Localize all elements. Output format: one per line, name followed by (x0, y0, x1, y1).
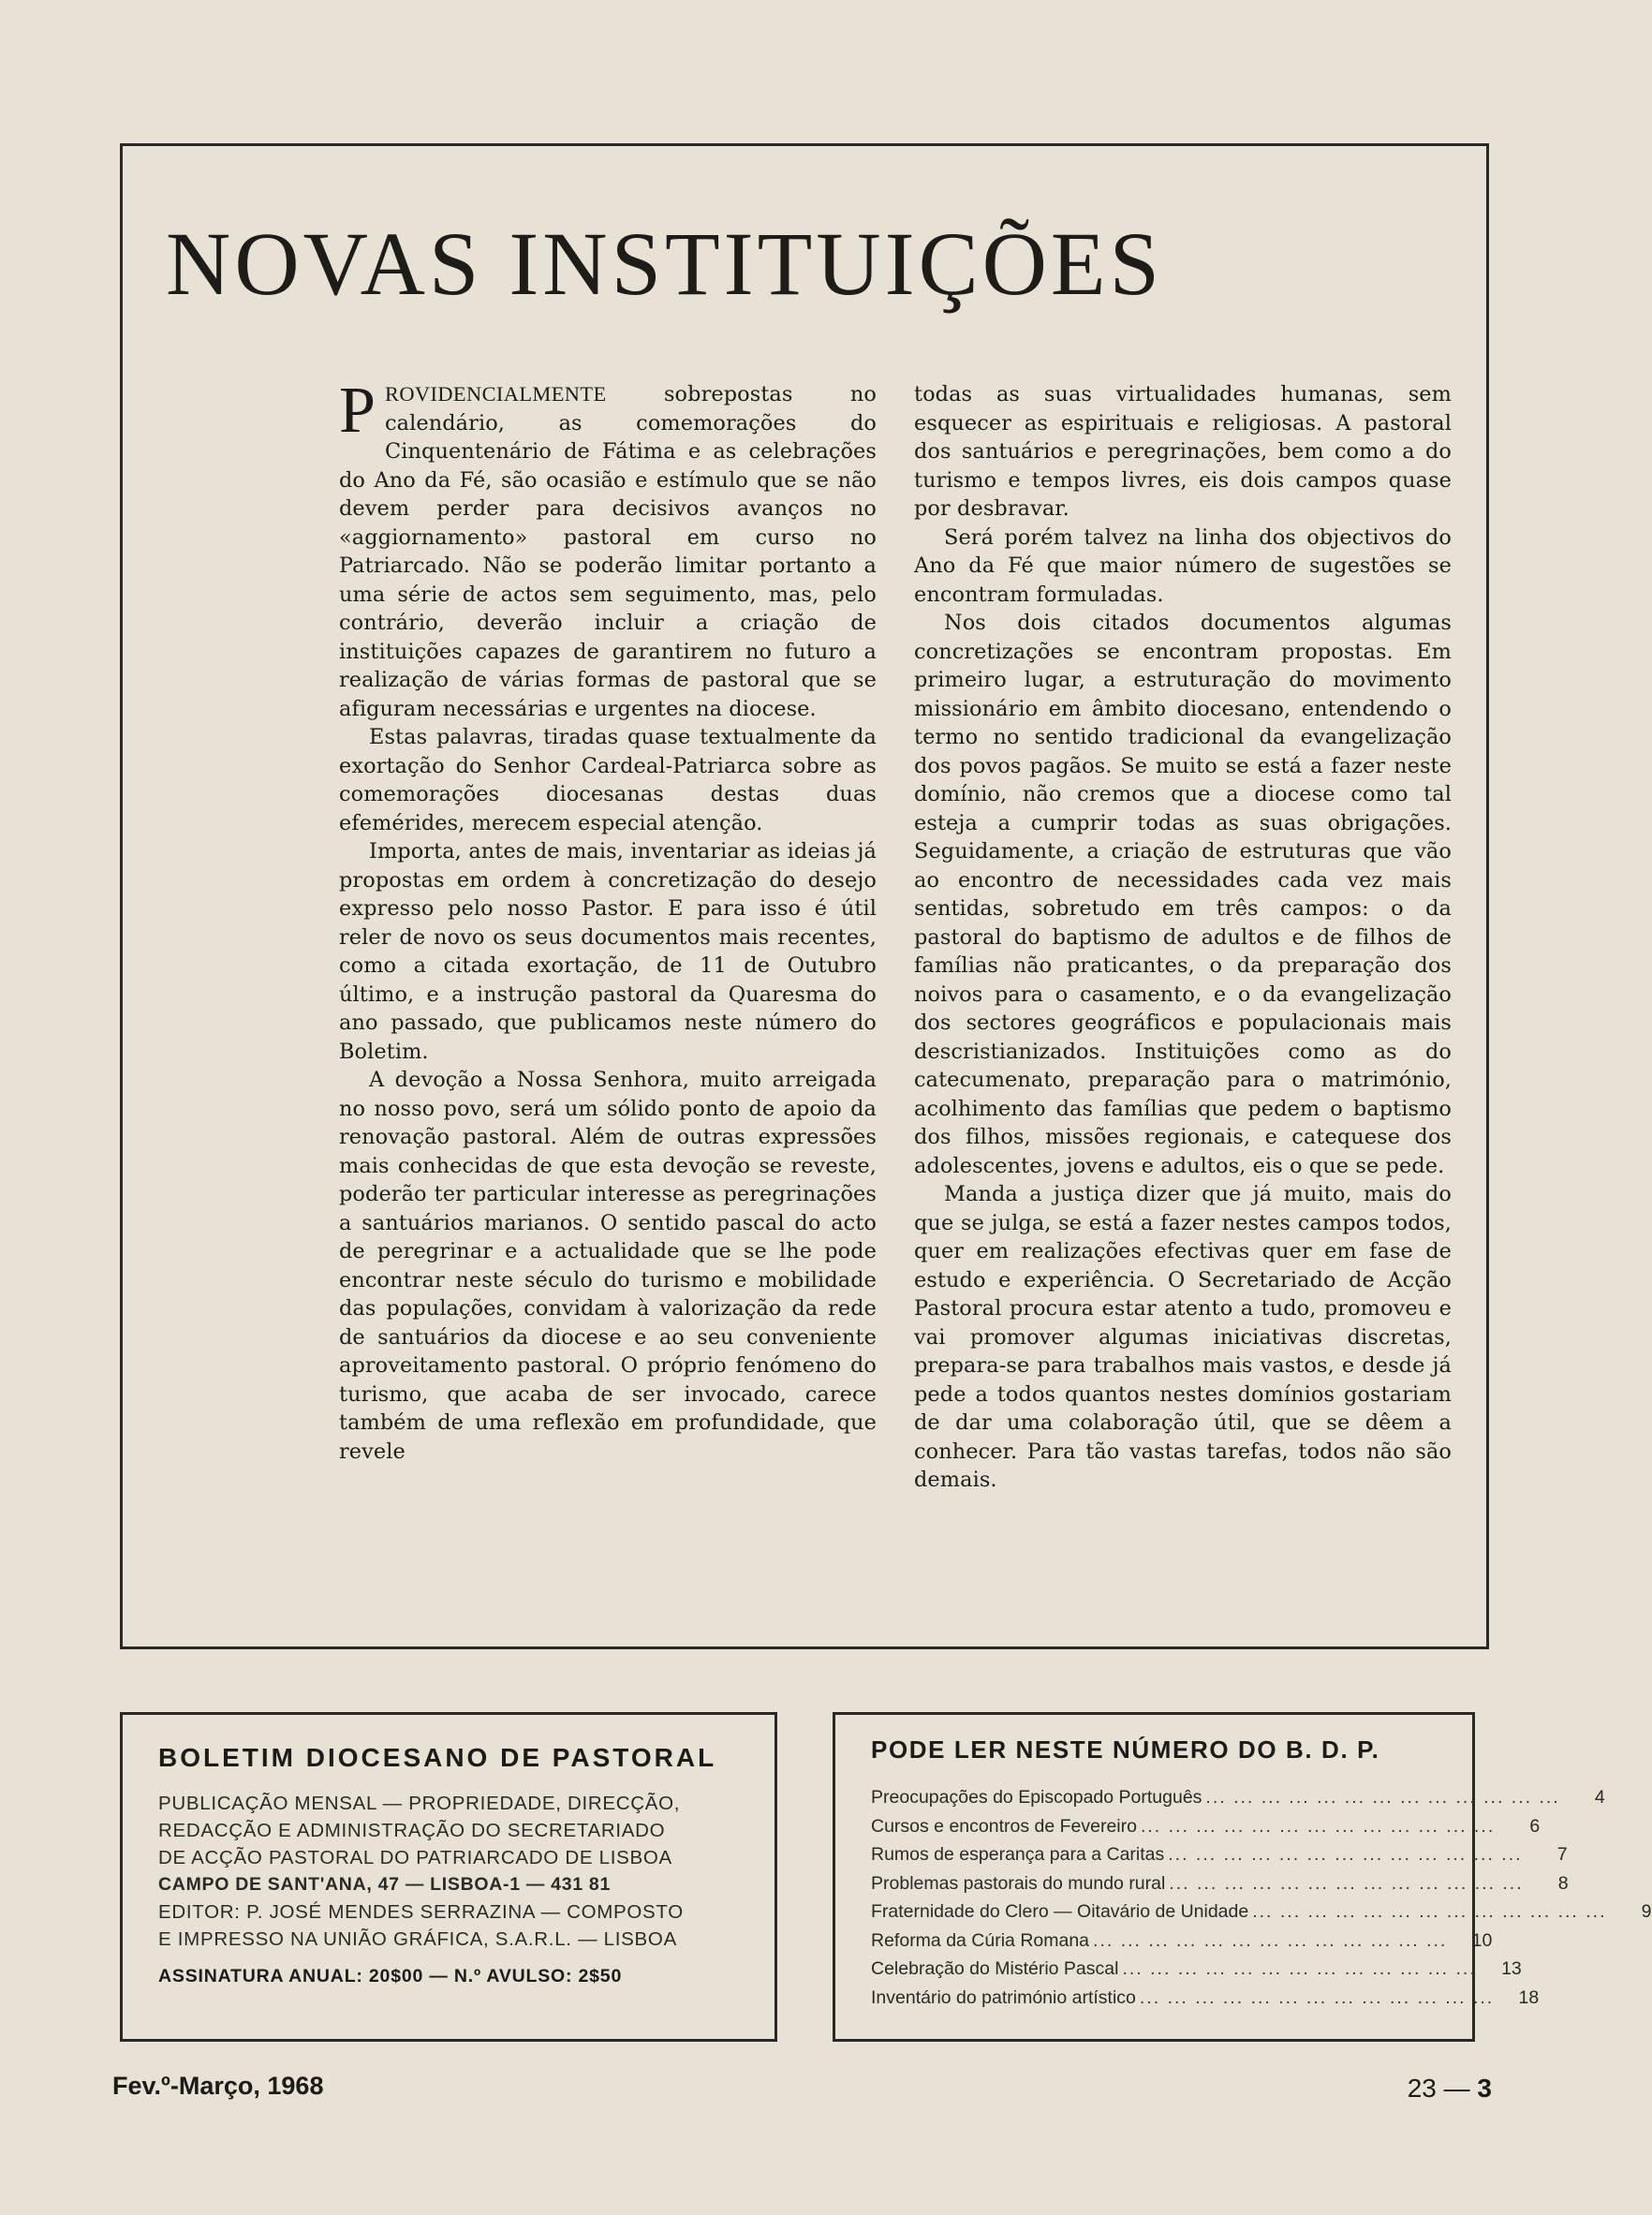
masthead-address: CAMPO DE SANT'ANA, 47 — LISBOA-1 — 431 81 (158, 1874, 612, 1895)
masthead-line: PUBLICAÇÃO MENSAL — PROPRIEDADE, DIRECÇÃO, (158, 1793, 681, 1814)
toc-leader-dots: ... ... ... ... ... ... ... ... ... ... ... ... ... (1168, 1844, 1523, 1865)
article-paragraph-4: A devoção a Nossa Senhora, muito arreigada no nosso povo, será um sólido ponto de apoio da renovação pastoral. Além de outras expressões mais conhecidas de que esta devoção se reveste, poderão ter particular interesse as peregrinações a santuários marianos. O sentido pascal do acto de peregrinar e a actualidade que se lhe pode encontrar neste século do turismo e mobilidade das populações, convidam à valorização da rede de santuários da diocese e ao seu conveniente aproveitamento pastoral. O próprio fenómeno do turismo, que acaba de ser invocado, carece também de uma reflexão em profundidade, que revele (339, 1068, 877, 1464)
toc-item-title: Preocupações do Episcopado Português (871, 1787, 1202, 1808)
lead-word: ROVIDENCIALMENTE (385, 382, 607, 406)
toc-leader-dots: ... ... ... ... ... ... ... ... ... ... ... ... ... (1169, 1872, 1524, 1894)
article-paragraph-7: Manda a justiça dizer que já muito, mais do que se julga, se está a fazer nestes campos todos, quer em realizações efectivas quer em fase de estudo e experiência. O Secretariado de Acção Pastoral procura estar atento a tudo, promoveu e vai promover algumas iniciativas discretas, prepara-se para trabalhos mais vastos, e desde já pede a todos quantos nestes domínios gostariam de dar uma colaboração útil, que se dêem a conhecer. Para tão vastas tarefas, todos não são demais. (914, 1182, 1452, 1492)
article-frame (120, 143, 1489, 1649)
article-paragraph-4-continued: todas as suas virtualidades humanas, sem esquecer as espirituais e religiosas. A pastoral dos santuários e peregrinações, bem como a do turismo e tempos livres, eis dois campos quase por desbravar. (914, 382, 1452, 521)
masthead-box (120, 1712, 777, 2042)
toc-item-title: Reforma da Cúria Romana (871, 1929, 1090, 1951)
article-headline: NOVAS INSTITUIÇÕES (166, 214, 1163, 314)
toc-item-title: Rumos de esperança para a Caritas (871, 1844, 1165, 1865)
toc-page-number: 13 (1501, 1958, 1522, 1979)
toc-item-title: Celebração do Mistério Pascal (871, 1958, 1119, 1979)
page-number-value: 3 (1477, 2074, 1492, 2103)
toc-leader-dots: ... ... ... ... ... ... ... ... ... ... ... ... ... (1205, 1787, 1560, 1808)
toc-leader-dots: ... ... ... ... ... ... ... ... ... ... ... ... ... (1140, 1815, 1496, 1837)
article-paragraph-6: Nos dois citados documentos algumas concretizações se encontram propostas. Em primeiro lugar, a estruturação do movimento missionário em âmbito diocesano, entendendo o termo no sentido tradicional da evangelização dos povos pagãos. Se muito se está a fazer neste domínio, não cremos que a diocese como tal esteja a cumprir todas as suas obrigações. Seguidamente, a criação de estruturas que vão ao encontro de necessidades cada vez mais sentidas, sobretudo em três campos: o da pastoral do baptismo de adultos e de filhos de famílias não praticantes, o da preparação dos noivos para o casamento, e o da evangelização dos sectores geográficos e populacionais mais descristianizados. Instituições como as do catecumenato, preparação para o matrimónio, acolhimento das famílias que pedem o baptismo dos filhos, missões regionais, e catequese dos adolescentes, jovens e adultos, eis o que se pede. (914, 611, 1452, 1178)
toc-page-number: 9 (1641, 1901, 1652, 1922)
toc-item-title: Problemas pastorais do mundo rural (871, 1872, 1166, 1894)
toc-row[interactable] (871, 1869, 1569, 1898)
drop-cap: P (339, 375, 376, 447)
paragraph-1-text: sobrepostas no calendário, as comemorações do Cinquentenário de Fátima e as celebrações do Ano da Fé, são ocasião e estímulo que se não devem perder para decisivos avanços no «aggiornamento» pastoral em curso no Patriarcado. Não se poderão limitar portanto a uma série de actos sem seguimento, mas, pelo contrário, deverão incluir a criação de instituições capazes de garantirem no futuro a realização de várias formas de pastoral que se afiguram necessárias e urgentes na diocese. (339, 382, 877, 721)
contents-box (833, 1712, 1652, 2042)
toc-row[interactable] (871, 1840, 1568, 1869)
toc-row[interactable] (871, 1898, 1652, 1927)
toc-item-title: Inventário do património artístico (871, 1986, 1136, 2008)
toc-row[interactable] (871, 1927, 1493, 1956)
toc-page-number: 10 (1471, 1929, 1493, 1951)
toc-page-number: 4 (1594, 1787, 1605, 1808)
toc-leader-dots: ... ... ... ... ... ... ... ... ... ... ... ... ... (1139, 1986, 1495, 2008)
toc-row[interactable] (871, 1984, 1540, 2013)
article-paragraph-1 (339, 375, 877, 723)
toc-leader-dots: ... ... ... ... ... ... ... ... ... ... ... ... ... (1252, 1901, 1607, 1922)
toc-page-number: 6 (1529, 1815, 1541, 1837)
article-paragraph-5: Será porém talvez na linha dos objectivos do Ano da Fé que maior número de sugestões se encontram formuladas. (914, 524, 1452, 607)
toc-row[interactable] (871, 1812, 1541, 1841)
article-paragraph-3: Importa, antes de mais, inventariar as ideias já propostas em ordem à concretização do desejo expresso pelo nosso Pastor. E para isso é útil reler de novo os seus documentos mais recentes, como a citada exortação, de 11 de Outubro último, e a instrução pastoral da Quaresma do ano passado, que publicamos neste número do Boletim. (339, 839, 877, 1064)
toc-row[interactable] (871, 1783, 1605, 1812)
toc-leader-dots: ... ... ... ... ... ... ... ... ... ... ... ... ... (1093, 1929, 1448, 1951)
masthead-line: REDACÇÃO E ADMINISTRAÇÃO DO SECRETARIADO (158, 1820, 666, 1841)
toc-page-number: 7 (1556, 1844, 1568, 1865)
article-column-right (914, 380, 1452, 1598)
issue-date: Fev.º-Março, 1968 (112, 2072, 324, 2100)
masthead-line: EDITOR: P. JOSÉ MENDES SERRAZINA — COMPOSTO (158, 1901, 684, 1923)
toc-leader-dots: ... ... ... ... ... ... ... ... ... ... ... ... ... (1122, 1958, 1477, 1979)
masthead-title: BOLETIM DIOCESANO DE PASTORAL (158, 1743, 717, 1772)
toc-page-number: 18 (1518, 1986, 1540, 2008)
toc-page-number: 8 (1557, 1872, 1569, 1894)
masthead-line: E IMPRESSO NA UNIÃO GRÁFICA, S.A.R.L. — LISBOA (158, 1928, 677, 1950)
subscription-price: ASSINATURA ANUAL: 20$00 — N.º AVULSO: 2$50 (158, 1966, 623, 1986)
toc-item-title: Cursos e encontros de Fevereiro (871, 1815, 1137, 1837)
article-paragraph-2: Estas palavras, tiradas quase textualmente da exortação do Senhor Cardeal-Patriarca sobre as comemorações diocesanas destas duas efemérides, merecem especial atenção. (339, 725, 877, 835)
page-number (1408, 2074, 1492, 2104)
issue-number: 23 — (1407, 2074, 1470, 2103)
article-columns (339, 375, 1452, 1598)
masthead-line: DE ACÇÃO PASTORAL DO PATRIARCADO DE LISBOA (158, 1847, 672, 1868)
toc-row[interactable] (871, 1955, 1522, 1984)
article-column-left (339, 375, 877, 1598)
contents-title: PODE LER NESTE NÚMERO DO B. D. P. (871, 1735, 1380, 1764)
toc-item-title: Fraternidade do Clero — Oitavário de Unidade (871, 1901, 1249, 1922)
